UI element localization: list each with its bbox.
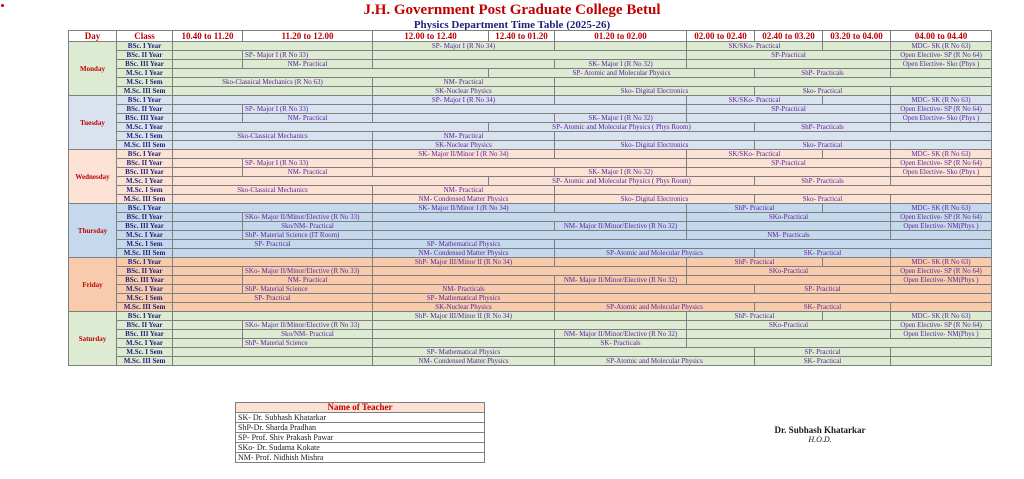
class-cell: M.Sc. III Sem (117, 87, 173, 96)
schedule-entry: MDC- SK (R No 63) (891, 204, 992, 213)
table-row (69, 204, 992, 213)
table-row (69, 69, 992, 78)
schedule-entry: SKo-Practical (687, 267, 891, 276)
schedule-entry: Open Elective- SP (R No 64) (891, 213, 992, 222)
class-cell: M.Sc. I Year (117, 285, 173, 294)
class-cell: BSc. II Year (117, 321, 173, 330)
schedule-entry: SP-Practical (687, 51, 891, 60)
schedule-entry: SP- Atomic and Molecular Physics ( Phys Room) (489, 123, 755, 132)
schedule-entry: SK- Major I (R No 32) (555, 60, 687, 69)
timetable-subtitle: Physics Department Time Table (2025-26) (413, 19, 611, 31)
schedule-entry: MDC- SK (R No 63) (891, 312, 992, 321)
class-cell: BSc. I Year (117, 312, 173, 321)
schedule-entry: Open Elective- SP (R No 64) (891, 51, 992, 60)
schedule-entry: SK- Major II/Minor I (R No 34) (373, 204, 555, 213)
table-row (69, 222, 992, 231)
hod-name: Dr. Subhash Khatarkar (774, 425, 866, 435)
table-row (69, 240, 992, 249)
col-header: 02.00 to 02.40 (687, 31, 755, 42)
schedule-entry: NM- Practical (373, 132, 555, 141)
teacher-legend-title: Name of Teacher (236, 403, 485, 413)
schedule-entry: NM- Practicals (687, 231, 891, 240)
table-row (69, 132, 992, 141)
schedule-entry: SK- Practicals (555, 339, 687, 348)
table-row (69, 303, 992, 312)
schedule-entry: Sko- Practical (755, 87, 891, 96)
class-cell: BSc. II Year (117, 213, 173, 222)
schedule-entry: Sko- Practical (755, 195, 891, 204)
class-cell: BSc. I Year (117, 204, 173, 213)
table-row (69, 330, 992, 339)
class-cell: M.Sc. I Year (117, 231, 173, 240)
schedule-entry: NM- Condensed Matter Physics (373, 195, 555, 204)
table-row (69, 186, 992, 195)
class-cell: BSc. III Year (117, 330, 173, 339)
schedule-entry: Open Elective- NM(Phys ) (891, 276, 992, 285)
schedule-entry: ShP- Material Science (IT Room) (243, 231, 373, 240)
class-cell: BSc. I Year (117, 258, 173, 267)
schedule-entry: Sko-Classical Mechanics (173, 186, 373, 195)
class-cell: M.Sc. III Sem (117, 303, 173, 312)
schedule-entry: Open Elective- SP (R No 64) (891, 267, 992, 276)
schedule-entry: SP- Major I (R No 34) (373, 96, 555, 105)
class-cell: M.Sc. III Sem (117, 141, 173, 150)
schedule-entry: ShP- Practical (687, 258, 823, 267)
class-cell: M.Sc. I Year (117, 123, 173, 132)
table-row (69, 177, 992, 186)
table-row (69, 60, 992, 69)
schedule-entry: ShP- Material Science (243, 339, 373, 348)
schedule-entry: NM- Major II/Minor/Elective (R No 32) (555, 276, 687, 285)
schedule-entry: NM- Practical (243, 60, 373, 69)
class-cell: M.Sc. III Sem (117, 195, 173, 204)
schedule-entry: Sko- Digital Electronics (555, 87, 755, 96)
schedule-entry: SKo- Major II/Minor/Elective (R No 33) (243, 267, 373, 276)
table-row (69, 231, 992, 240)
table-row (69, 150, 992, 159)
header-row (69, 31, 992, 42)
schedule-entry: ShP- Practical (687, 204, 823, 213)
schedule-entry: SP- Practical (755, 285, 891, 294)
class-cell: BSc. II Year (117, 105, 173, 114)
schedule-entry: SKo-Practical (687, 213, 891, 222)
table-row (69, 87, 992, 96)
class-cell: M.Sc. I Sem (117, 240, 173, 249)
schedule-entry: SP-Atomic and Molecular Physics (555, 303, 755, 312)
schedule-entry: SP- Major I (R No 34) (373, 42, 555, 51)
table-row (69, 339, 992, 348)
schedule-entry: Open Elective- NM(Phys ) (891, 222, 992, 231)
class-cell: BSc. II Year (117, 267, 173, 276)
col-header: 12.40 to 01.20 (489, 31, 555, 42)
schedule-entry: SP- Major I (R No 33) (243, 159, 373, 168)
class-cell: BSc. III Year (117, 168, 173, 177)
table-row (69, 357, 992, 366)
schedule-entry: ShP- Major III/Minor II (R No 34) (373, 312, 555, 321)
schedule-entry: Open Elective- NM(Phys ) (891, 330, 992, 339)
schedule-entry: SK- Practical (755, 357, 891, 366)
table-row (69, 249, 992, 258)
class-cell: M.Sc. I Year (117, 69, 173, 78)
schedule-entry: SP-Practical (687, 105, 891, 114)
hod-role: H.O.D. (808, 435, 832, 444)
schedule-entry: SK- Major II/Minor I (R No 34) (373, 150, 555, 159)
class-cell: BSc. III Year (117, 114, 173, 123)
class-cell: M.Sc. I Sem (117, 186, 173, 195)
schedule-entry: Sko- Digital Electronics (555, 195, 755, 204)
schedule-entry: SP- Practical (755, 348, 891, 357)
schedule-entry: SK- Practical (755, 249, 891, 258)
schedule-entry: SK/SKo- Practical (687, 150, 823, 159)
day-cell: Friday (69, 258, 117, 312)
schedule-entry: ShP- Material Science (243, 285, 373, 294)
teacher-entry: SP- Prof. Shiv Prakash Pawar (236, 433, 485, 443)
class-cell: M.Sc. I Sem (117, 132, 173, 141)
table-row (69, 294, 992, 303)
schedule-entry: Sko-Classical Mechanics (R No 63) (173, 78, 373, 87)
col-header: 04.00 to 04.40 (891, 31, 992, 42)
schedule-entry: SP-Atomic and Molecular Physics (555, 249, 755, 258)
col-header: 02.40 to 03.20 (755, 31, 823, 42)
schedule-entry: NM- Practical (373, 186, 555, 195)
class-cell: M.Sc. III Sem (117, 249, 173, 258)
day-cell: Monday (69, 42, 117, 96)
schedule-entry: MDC- SK (R No 63) (891, 96, 992, 105)
schedule-entry: NM- Practical (243, 114, 373, 123)
schedule-entry: Open Elective- SP (R No 64) (891, 105, 992, 114)
table-row (69, 285, 992, 294)
class-cell: BSc. III Year (117, 222, 173, 231)
col-header: 03.20 to 04.00 (823, 31, 891, 42)
schedule-entry: SP- Major I (R No 33) (243, 105, 373, 114)
table-row (69, 141, 992, 150)
table-row (69, 321, 992, 330)
table-row (69, 195, 992, 204)
table-row (69, 114, 992, 123)
schedule-entry: SK- Major I (R No 32) (555, 114, 687, 123)
schedule-entry: ShP- Practical (687, 312, 823, 321)
table-row (69, 312, 992, 321)
col-header: Day (69, 31, 117, 42)
schedule-entry: MDC- SK (R No 63) (891, 150, 992, 159)
schedule-entry: ShP- Practicals (755, 123, 891, 132)
schedule-entry: SK-Nuclear Physics (373, 303, 555, 312)
class-cell: M.Sc. I Sem (117, 294, 173, 303)
table-row (69, 51, 992, 60)
class-cell: BSc. I Year (117, 42, 173, 51)
hod-signature (760, 425, 880, 444)
teacher-entry: SKo- Dr. Sudama Kokate (236, 443, 485, 453)
schedule-entry: NM- Major II/Minor/Elective (R No 32) (555, 222, 687, 231)
schedule-entry: Sko/NM- Practical (243, 330, 373, 339)
col-header: 11.20 to 12.00 (243, 31, 373, 42)
schedule-entry: SK/SKo- Practical (687, 42, 823, 51)
col-header: 10.40 to 11.20 (173, 31, 243, 42)
day-cell: Wednesday (69, 150, 117, 204)
schedule-entry: MDC- SK (R No 63) (891, 42, 992, 51)
table-row (69, 42, 992, 51)
schedule-entry: SP- Atomic and Molecular Physics (489, 69, 755, 78)
table-row (69, 105, 992, 114)
table-row (69, 96, 992, 105)
schedule-entry: Open Elective- SP (R No 64) (891, 321, 992, 330)
class-cell: BSc. I Year (117, 96, 173, 105)
schedule-entry: SP- Practical (173, 294, 373, 303)
table-row (69, 276, 992, 285)
schedule-entry: SP- Mathematical Physics (373, 294, 555, 303)
schedule-entry: NM- Practical (243, 168, 373, 177)
schedule-entry: MDC- SK (R No 63) (891, 258, 992, 267)
teacher-entry: ShP-Dr. Sharda Pradhan (236, 423, 485, 433)
table-row (69, 78, 992, 87)
schedule-entry: SKo-Practical (687, 321, 891, 330)
table-row (69, 213, 992, 222)
schedule-entry: SP-Atomic and Molecular Physics (555, 357, 755, 366)
schedule-entry: SP- Major I (R No 33) (243, 51, 373, 60)
schedule-entry: Open Elective- SP (R No 64) (891, 159, 992, 168)
schedule-entry: NM- Practicals (373, 285, 555, 294)
col-header: Class (117, 31, 173, 42)
day-cell: Tuesday (69, 96, 117, 150)
class-cell: M.Sc. III Sem (117, 357, 173, 366)
class-cell: BSc. III Year (117, 60, 173, 69)
table-row (69, 258, 992, 267)
class-cell: M.Sc. I Sem (117, 78, 173, 87)
schedule-entry: SP- Mathematical Physics (373, 348, 555, 357)
schedule-entry: NM- Practical (373, 78, 555, 87)
schedule-entry: SK- Practical (755, 303, 891, 312)
schedule-entry: SK- Major I (R No 32) (555, 168, 687, 177)
timetable (68, 30, 992, 366)
schedule-entry: Sko- Digital Electronics (555, 141, 755, 150)
schedule-entry: ShP- Major III/Minor II (R No 34) (373, 258, 555, 267)
schedule-entry: ShP- Practicals (755, 177, 891, 186)
schedule-entry: Sko-Classical Mechanics (173, 132, 373, 141)
class-cell: BSc. II Year (117, 51, 173, 60)
schedule-entry: Sko- Practical (755, 141, 891, 150)
schedule-entry: NM- Practical (243, 276, 373, 285)
col-header: 12.00 to 12.40 (373, 31, 489, 42)
schedule-entry: SP-Practical (687, 159, 891, 168)
schedule-entry: SP- Mathematical Physics (373, 240, 555, 249)
class-cell: M.Sc. I Year (117, 339, 173, 348)
schedule-entry: Open Elective- Sko (Phys ) (891, 114, 992, 123)
schedule-entry: SP- Practical (173, 240, 373, 249)
schedule-entry: SP- Atomic and Molecular Physics ( Phys Room) (489, 177, 755, 186)
class-cell: BSc. I Year (117, 150, 173, 159)
class-cell: M.Sc. I Sem (117, 348, 173, 357)
schedule-entry: NM- Major II/Minor/Elective (R No 32) (555, 330, 687, 339)
schedule-entry: SK/SKo- Practical (687, 96, 823, 105)
class-cell: M.Sc. I Year (117, 177, 173, 186)
day-cell: Saturday (69, 312, 117, 366)
table-row (69, 267, 992, 276)
schedule-entry: Sko/NM- Practical (243, 222, 373, 231)
table-row (69, 123, 992, 132)
class-cell: BSc. III Year (117, 276, 173, 285)
schedule-entry: NM- Condensed Matter Physics (373, 249, 555, 258)
schedule-entry: ShP- Practicals (755, 69, 891, 78)
col-header: 01.20 to 02.00 (555, 31, 687, 42)
teacher-legend (235, 402, 485, 463)
schedule-entry: Open Elective- Sko (Phys ) (891, 60, 992, 69)
table-row (69, 159, 992, 168)
schedule-entry: Open Elective- Sko (Phys ) (891, 168, 992, 177)
schedule-entry: NM- Condensed Matter Physics (373, 357, 555, 366)
teacher-entry: SK- Dr. Subhash Khatarkar (236, 413, 485, 423)
day-cell: Thursday (69, 204, 117, 258)
college-title: J.H. Government Post Graduate College Betul (363, 2, 661, 18)
schedule-entry: SKo- Major II/Minor/Elective (R No 33) (243, 321, 373, 330)
class-cell: BSc. II Year (117, 159, 173, 168)
schedule-entry: SK-Nuclear Physics (373, 87, 555, 96)
schedule-entry: SK-Nuclear Physics (373, 141, 555, 150)
teacher-entry: NM- Prof. Nidhish Mishra (236, 453, 485, 463)
table-row (69, 168, 992, 177)
table-row (69, 348, 992, 357)
schedule-entry: SKo- Major II/Minor/Elective (R No 33) (243, 213, 373, 222)
